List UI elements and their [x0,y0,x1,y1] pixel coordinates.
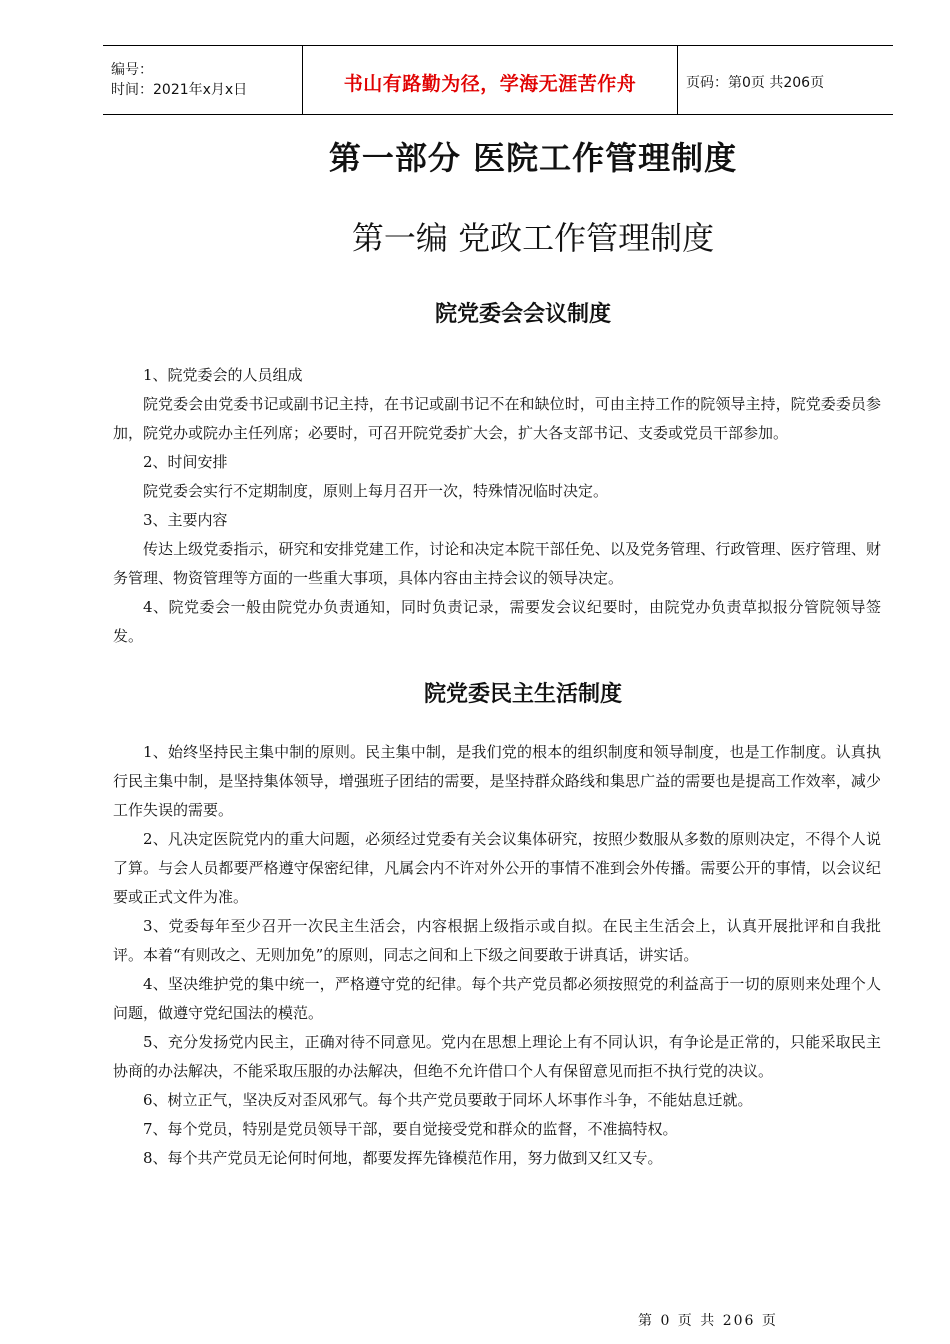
page-header [103,45,893,115]
paragraph: 5、充分发扬党内民主，正确对待不同意见。党内在思想上理论上有不同认识，有争论是正常的，只能采取民主协商的办法解决，不能采取压服的办法解决，但绝不允许借口个人有保留意见而拒不执行党的决议。 [113,1033,881,1080]
paragraph: 传达上级党委指示，研究和安排党建工作，讨论和决定本院干部任免、以及党务管理、行政管理、医疗管理、财务管理、物资管理等方面的一些重大事项，具体内容由主持会议的领导决定。 [113,540,881,587]
part-title: 第一部分 医院工作管理制度 [328,139,738,177]
paragraph: 院党委会实行不定期制度，原则上每月召开一次，特殊情况临时决定。 [143,482,609,500]
header-motto-cell [303,46,678,114]
header-time: 时间：2021年x月x日 [111,82,248,98]
section-title-democratic-life: 院党委民主生活制度 [423,682,622,707]
header-motto: 书山有路勤为径，学海无涯苦作舟 [343,72,637,95]
paragraph: 1、始终坚持民主集中制的原则。民主集中制，是我们党的根本的组织制度和领导制度，也是工作制度。认真执行民主集中制，是坚持集体领导，增强班子团结的需要，是坚持群众路线和集思广益的需要也是提高工作效率，减少工作失误的需要。 [113,743,881,819]
header-page-info: 页码：第0页 共206页 [686,75,825,91]
paragraph: 8、每个共产党员无论何时何地，都要发挥先锋模范作用，努力做到又红又专。 [143,1149,663,1167]
section-body-democratic-life [113,738,881,1173]
paragraph: 6、树立正气，坚决反对歪风邪气。每个共产党员要敢于同坏人坏事作斗争，不能姑息迁就。 [143,1091,753,1109]
paragraph: 2、凡决定医院党内的重大问题，必须经过党委有关会议集体研究，按照少数服从多数的原则决定，不得个人说了算。与会人员都要严格遵守保密纪律，凡属会内不许对外公开的事情不准到会外传播。需要公开的事情，以会议纪要或正式文件为准。 [113,830,881,906]
header-page-cell [678,46,893,114]
paragraph: 3、主要内容 [143,511,228,529]
header-number: 编号： [111,62,153,78]
paragraph: 4、坚决维护党的集中统一，严格遵守党的纪律。每个共产党员都必须按照党的利益高于一切的原则来处理个人问题，做遵守党纪国法的模范。 [113,975,881,1022]
paragraph: 3、党委每年至少召开一次民主生活会，内容根据上级指示或自拟。在民主生活会上，认真开展批评和自我批评。本着“有则改之、无则加免”的原则，同志之间和上下级之间要敢于讲真话，讲实话。 [113,917,881,964]
chapter-title: 第一编 党政工作管理制度 [351,219,715,257]
paragraph: 4、院党委会一般由院党办负责通知，同时负责记录，需要发会议纪要时，由院党办负责草拟报分管院领导签发。 [113,598,881,645]
page-footer-number: 第 0 页 共 206 页 [638,1313,778,1329]
section-title-party-committee-meeting: 院党委会会议制度 [434,302,611,327]
header-meta [103,46,303,114]
paragraph: 院党委会由党委书记或副书记主持，在书记或副书记不在和缺位时，可由主持工作的院领导主持，院党委委员参加，院党办或院办主任列席；必要时，可召开院党委扩大会，扩大各支部书记、支委或党员干部参加。 [113,395,881,442]
section-body-party-committee-meeting [113,361,881,651]
paragraph: 7、每个党员，特别是党员领导干部，要自觉接受党和群众的监督，不准搞特权。 [143,1120,678,1138]
paragraph: 2、时间安排 [143,453,228,471]
paragraph: 1、院党委会的人员组成 [143,366,303,384]
